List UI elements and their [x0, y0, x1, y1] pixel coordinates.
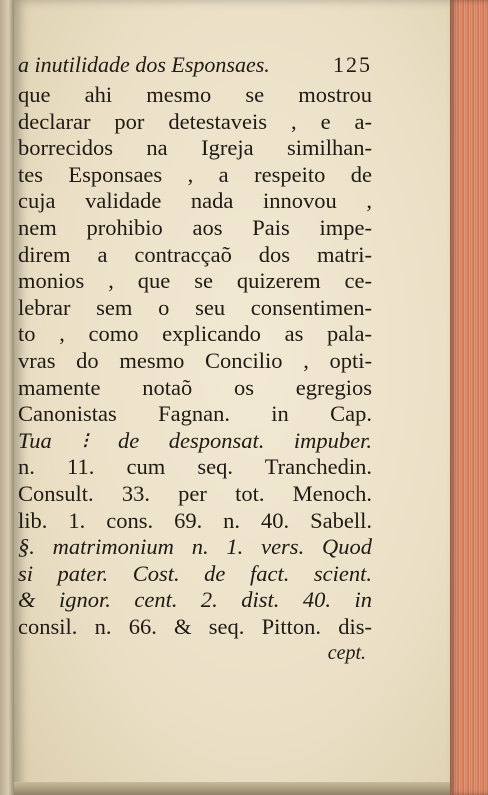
text-line: to , como explicando as pala- — [18, 321, 372, 347]
text-line: lebrar sem o seu consentimen- — [18, 294, 372, 320]
text-line: Consult. 33. per tot. Menoch. — [18, 480, 372, 506]
text-line: si pater. Cost. de fact. scient. — [18, 560, 372, 586]
text-line: tes Esponsaes , a respeito de — [18, 161, 372, 187]
text-line: cuja validade nada innovou , — [18, 188, 372, 214]
text-line: direm a contracçaõ dos matri- — [18, 241, 372, 267]
text-line: borrecidos na Igreja similhan- — [18, 135, 372, 161]
facing-page-edge — [0, 0, 14, 795]
body-text — [18, 82, 372, 640]
text-line: consil. n. 66. & seq. Pitton. dis- — [18, 613, 372, 639]
page-number: 125 — [333, 52, 372, 77]
text-line: n. 11. cum seq. Tranchedin. — [18, 454, 372, 480]
text-line: declarar por detestaveis , e a- — [18, 108, 372, 134]
text-line: lib. 1. cons. 69. n. 40. Sabell. — [18, 507, 372, 533]
page-fore-edge — [450, 0, 488, 795]
running-title: a inutilidade dos Esponsaes. — [18, 52, 270, 77]
text-line: & ignor. cent. 2. dist. 40. in — [18, 587, 372, 613]
page-bottom-edge — [14, 782, 450, 795]
text-line: §. matrimonium n. 1. vers. Quod — [18, 534, 372, 560]
text-line: mamente notaõ os egregios — [18, 374, 372, 400]
catchword: cept. — [327, 642, 366, 665]
text-line: nem prohibio aos Pais impe- — [18, 214, 372, 240]
page-text — [18, 48, 372, 666]
page-header — [18, 48, 372, 82]
text-line: Tua ⁝ de desponsat. impuber. — [18, 427, 372, 453]
text-line: Canonistas Fagnan. in Cap. — [18, 401, 372, 427]
text-line: que ahi mesmo se mostrou — [18, 82, 372, 107]
text-line: monios , que se quizerem ce- — [18, 268, 372, 294]
text-line: vras do mesmo Concilio , opti- — [18, 347, 372, 373]
